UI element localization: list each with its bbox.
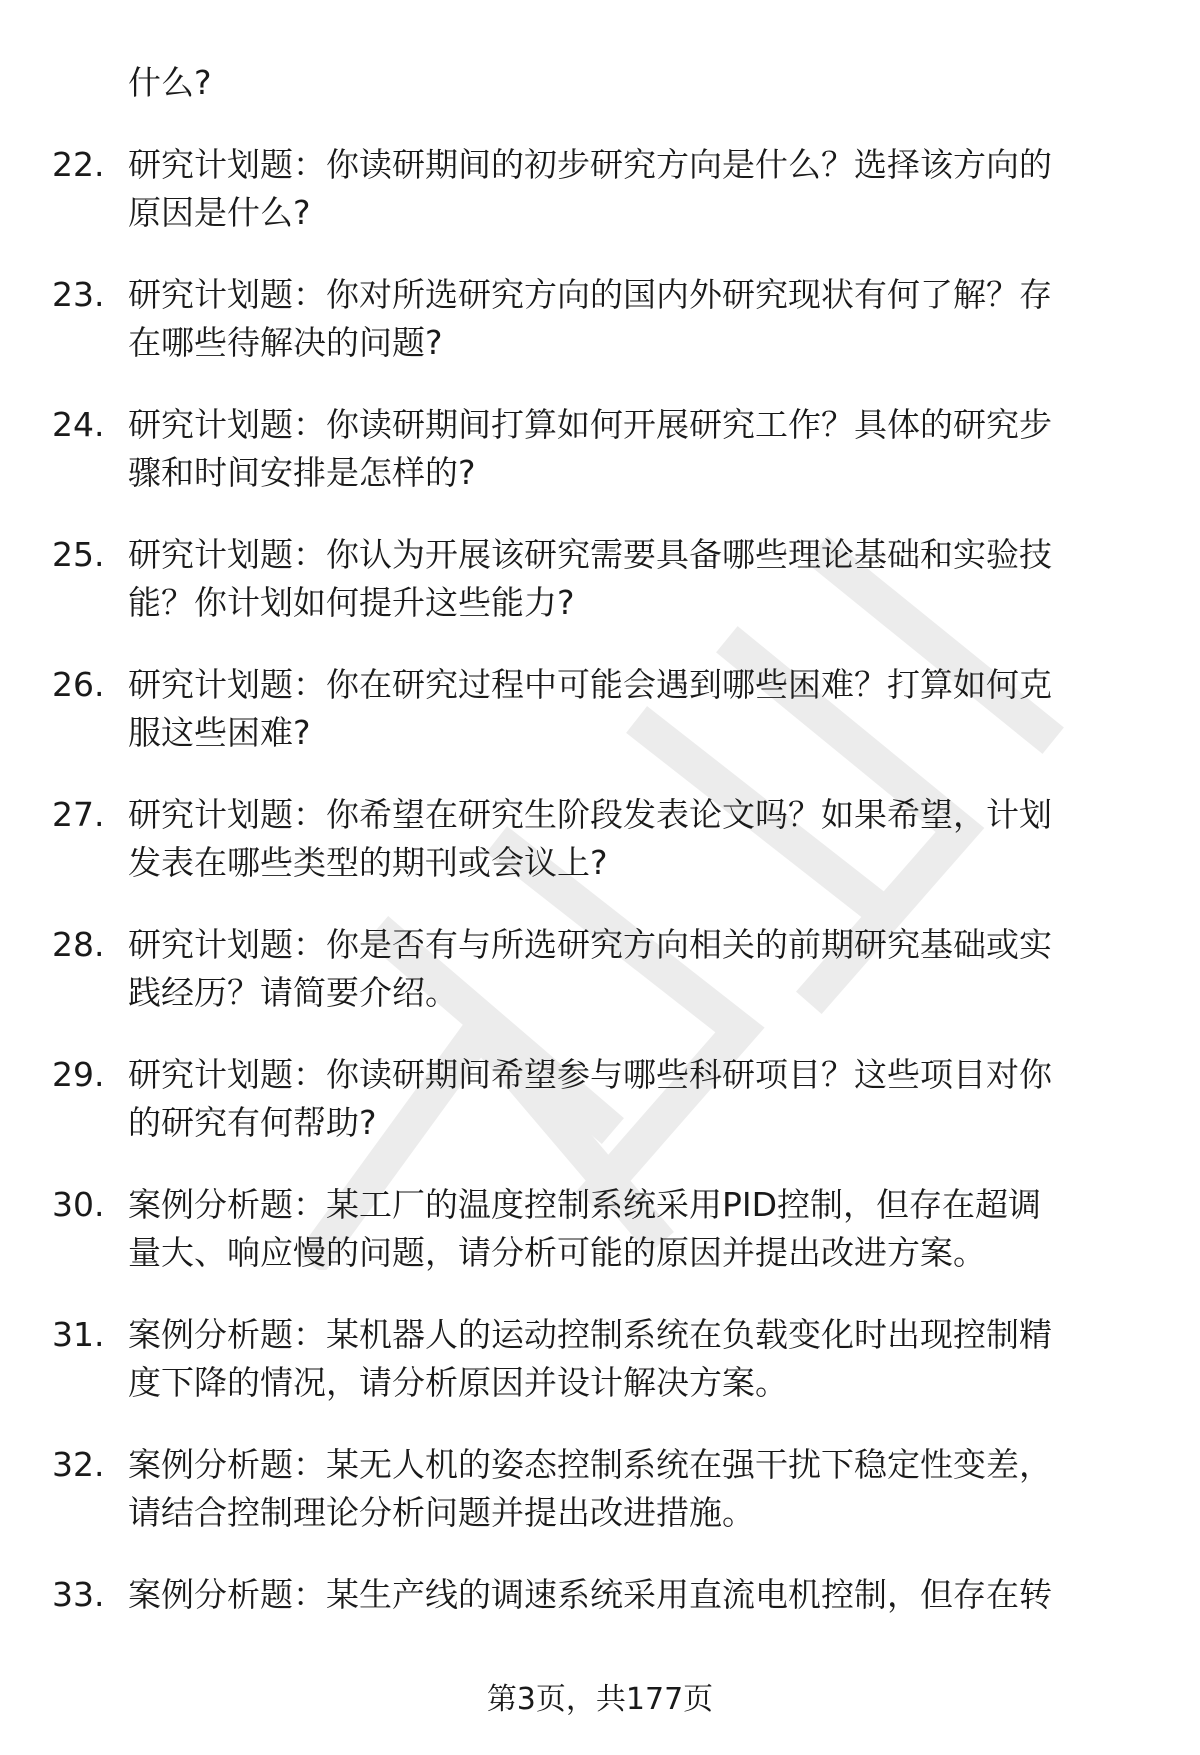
question-text-line: 案例分析题：某无人机的姿态控制系统在强干扰下稳定性变差， <box>128 1445 1052 1484</box>
question-number: 25. <box>52 535 105 574</box>
question-text-line: 服这些困难? <box>128 713 311 752</box>
question-list <box>0 140 1200 1700</box>
question-text-line: 度下降的情况，请分析原因并设计解决方案。 <box>128 1363 788 1402</box>
question-item <box>0 140 1200 270</box>
question-text-line: 量大、响应慢的问题，请分析可能的原因并提出改进方案。 <box>128 1233 986 1272</box>
question-text-line: 案例分析题：某工厂的温度控制系统采用PID控制，但存在超调 <box>128 1185 1042 1224</box>
question-number: 32. <box>52 1445 105 1484</box>
question-number: 33. <box>52 1575 105 1614</box>
question-number: 29. <box>52 1055 105 1094</box>
question-text-line: 研究计划题：你读研期间的初步研究方向是什么？选择该方向的 <box>128 145 1052 184</box>
question-number: 27. <box>52 795 105 834</box>
question-number: 22. <box>52 145 105 184</box>
continuation-text: 什么? <box>128 63 212 102</box>
question-text-line: 研究计划题：你是否有与所选研究方向相关的前期研究基础或实 <box>128 925 1052 964</box>
question-text-line: 研究计划题：你在研究过程中可能会遇到哪些困难？打算如何克 <box>128 665 1052 704</box>
question-number: 24. <box>52 405 105 444</box>
question-text-line: 研究计划题：你读研期间希望参与哪些科研项目？这些项目对你 <box>128 1055 1052 1094</box>
question-text-line: 原因是什么? <box>128 193 311 232</box>
question-item <box>0 270 1200 400</box>
question-number: 28. <box>52 925 105 964</box>
question-text-line: 请结合控制理论分析问题并提出改进措施。 <box>128 1493 755 1532</box>
question-text-line: 案例分析题：某机器人的运动控制系统在负载变化时出现控制精 <box>128 1315 1052 1354</box>
question-text-line: 研究计划题：你读研期间打算如何开展研究工作？具体的研究步 <box>128 405 1052 444</box>
question-text-line: 在哪些待解决的问题? <box>128 323 443 362</box>
question-item <box>0 660 1200 790</box>
page-footer: 第3页，共177页 <box>486 1682 714 1717</box>
question-text-line: 的研究有何帮助? <box>128 1103 377 1142</box>
question-item <box>0 1310 1200 1440</box>
question-text-line: 践经历？请简要介绍。 <box>128 973 458 1012</box>
question-text-line: 能？你计划如何提升这些能力? <box>128 583 575 622</box>
question-text-line: 研究计划题：你对所选研究方向的国内外研究现状有何了解？存 <box>128 275 1052 314</box>
question-number: 30. <box>52 1185 105 1224</box>
question-item <box>0 1180 1200 1310</box>
question-item <box>0 530 1200 660</box>
question-text-line: 发表在哪些类型的期刊或会议上? <box>128 843 608 882</box>
question-item <box>0 790 1200 920</box>
question-number: 23. <box>52 275 105 314</box>
question-text-line: 案例分析题：某生产线的调速系统采用直流电机控制，但存在转 <box>128 1575 1052 1614</box>
question-text-line: 研究计划题：你希望在研究生阶段发表论文吗？如果希望，计划 <box>128 795 1052 834</box>
question-item <box>0 1440 1200 1570</box>
question-item <box>0 1050 1200 1180</box>
question-item <box>0 400 1200 530</box>
question-number: 26. <box>52 665 105 704</box>
question-text-line: 骤和时间安排是怎样的? <box>128 453 476 492</box>
question-item <box>0 920 1200 1050</box>
question-text-line: 研究计划题：你认为开展该研究需要具备哪些理论基础和实验技 <box>128 535 1052 574</box>
question-number: 31. <box>52 1315 105 1354</box>
